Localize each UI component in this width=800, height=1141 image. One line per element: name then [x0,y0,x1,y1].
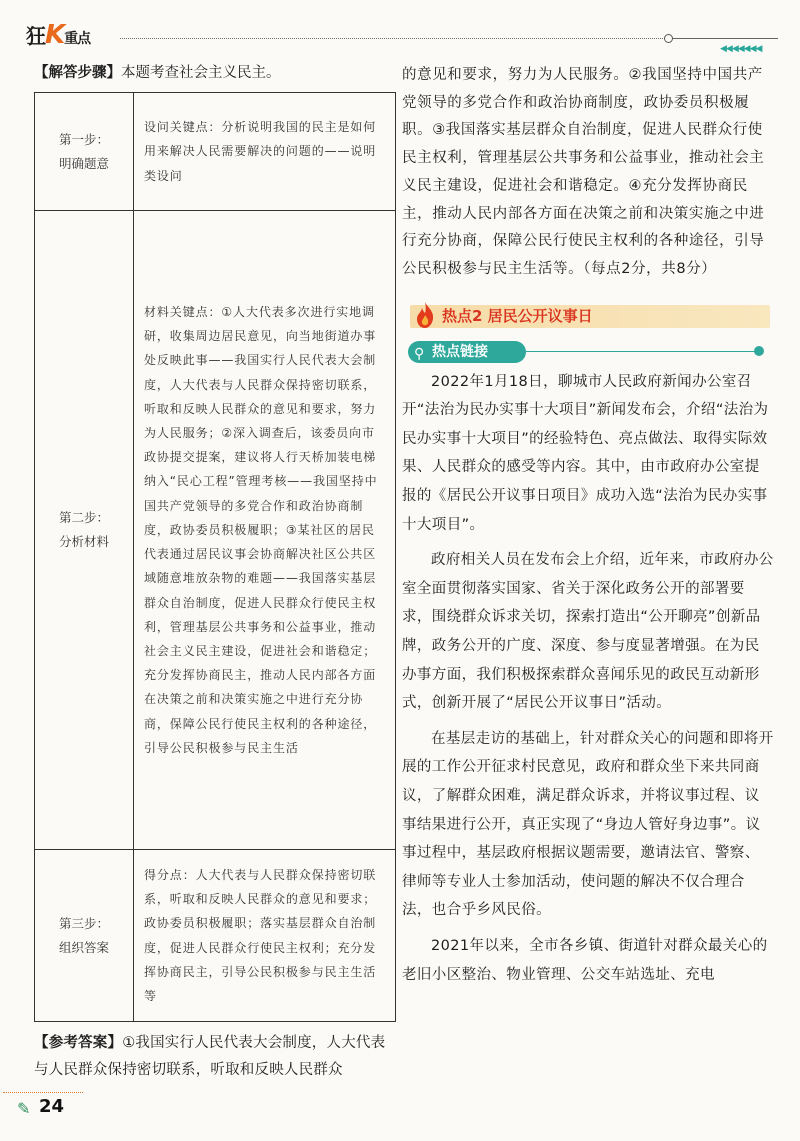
hotspot-paragraph: 在基层走访的基础上，针对群众关心的问题和即将开展的工作公开征求村民意见，政府和群众坐下来共同商议，了解群众困难，满足群众诉求，并将议事过程、议事结果进行公开，真正实现了“身边人管好身边事”。议事过程中，基层政府根据议题需要，邀请法官、警察、律师等专业人士参加活动，使问题的解决不仅合理合法，也合乎乡风民俗。 [402,730,774,919]
hotspot-link-rule [526,351,760,352]
reference-answer-text-part1: ①我国实行人民代表大会制度，人大代表与人民群众保持密切联系，听取和反映人民群众 [34,1035,386,1078]
header-circle-ornament [664,34,673,43]
hotspot-paragraph: 2021年以来，全市各乡镇、街道针对群众最关心的老旧小区整治、物业管理、公交车站选址、充电 [402,937,768,983]
reference-answer-text-part2: 的意见和要求，努力为人民服务。②我国坚持中国共产党领导的多党合作和政治协商制度，政协委员积极履职。③我国落实基层群众自治制度，促进人民群众行使民主权利，管理基层公共事务和公益事业，推动社会主义民主建设，促进社会和谐稳定。④充分发挥协商民主，推动人民内部各方面在决策之前和决策实施之中进行充分协商，保障公民行使民主权利的各种途径，引导公民积极参与民主生活等。（每点2分，共8分） [402,67,765,277]
answer-steps-intro: 本题考查社会主义民主。 [121,65,281,81]
reference-answer-label: 【参考答案】 [34,1035,123,1051]
hotspot-link-label [402,341,774,365]
table-row [35,211,396,850]
hotspot-paragraph: 政府相关人员在发布会上介绍，近年来，市政府办公室全面贯彻落实国家、省关于深化政务公开的部署要求，围绕群众诉求关切，探索打造出“公开聊亮”创新品牌，政务公开的广度、深度、参与度显著增强。在为民办事方面，我们积极探索群众喜闻乐见的政民互动新形式，创新开展了“居民公开议事日”活动。 [402,552,774,712]
step-3-key: 第三步： 组织答案 [35,850,134,1022]
step-1-value: 设问关键点：分析说明我国的民主是如何用来解决人民需要解决的问题的——说明类设问 [134,93,396,211]
page-number: 24 [39,1096,65,1117]
header-solid-rule [673,38,778,39]
table-row [35,850,396,1022]
hotspot-link-dot-icon [754,346,764,356]
page-number-icon: ✎ [17,1099,31,1118]
hotspot-link-pill [408,341,526,363]
header-dotted-rule [120,38,665,39]
reference-answer [34,1030,396,1083]
answer-steps-heading [34,62,396,84]
hotspot-paragraph: 2022年1月18日，聊城市人民政府新闻办公室召开“法治为民办实事十大项目”新闻发布会，介绍“法治为民办实事十大项目”的经验特色、亮点做法、取得实际效果、人民群众的感受等内容。其中，由市政府办公室提报的《居民公开议事日项目》成功入选“法治为民办实事十大项目”。 [402,373,769,533]
logo-suffix: 重点 [64,31,91,47]
flame-icon [414,301,436,329]
answer-steps-label: 【解答步骤】 [34,65,121,81]
step-1-key: 第一步： 明确题意 [35,93,134,211]
brand-logo [26,20,90,50]
header-arrows-icon: ◀◀◀◀◀◀◀ [720,44,762,54]
link-icon: ⚲ [414,345,425,362]
hotspot-link-text: 热点链接 [432,343,488,360]
step-2-value: 材料关键点：①人大代表多次进行实地调研，收集周边居民意见，向当地街道办事处反映此事——我国实行人民代表大会制度，人大代表与人民群众保持密切联系，听取和反映人民群众的意见和要求，努力为人民服务；②深入调查后，该委员向市政协提交提案，建议将人行天桥加装电梯纳入“民心工程”管理考核——我国坚持中国共产党领导的多党合作和政治协商制度，政协委员积极履职；③某社区的居民代表通过居民议事会协商解决社区公共区域随意堆放杂物的难题——我国落实基层群众自治制度，促进人民群众行使民主权利，管理基层公共事务和公益事业，推动社会主义民主建设，促进社会和谐稳定；充分发挥协商民主，推动人民内部各方面在决策之前和决策实施之中进行充分协商，保障公民行使民主权利的各种途径，引导公民积极参与民主生活 [134,211,396,850]
hotspot-banner [402,302,774,331]
right-column [402,62,774,989]
table-row [35,93,396,211]
hotspot-title: 热点2 居民公开议事日 [442,306,593,325]
logo-prefix: 狂 [26,24,45,48]
left-column [34,62,396,1083]
page-number-box [3,1092,83,1121]
logo-k: K [45,20,65,50]
step-2-key: 第二步： 分析材料 [35,211,134,850]
page-header [0,0,800,58]
answer-steps-table [34,92,396,1022]
step-3-value: 得分点：人大代表与人民群众保持密切联系，听取和反映人民群众的意见和要求；政协委员积极履职；落实基层群众自治制度，促进人民群众行使民主权利；充分发挥协商民主，引导公民积极参与民主生活等 [134,850,396,1022]
